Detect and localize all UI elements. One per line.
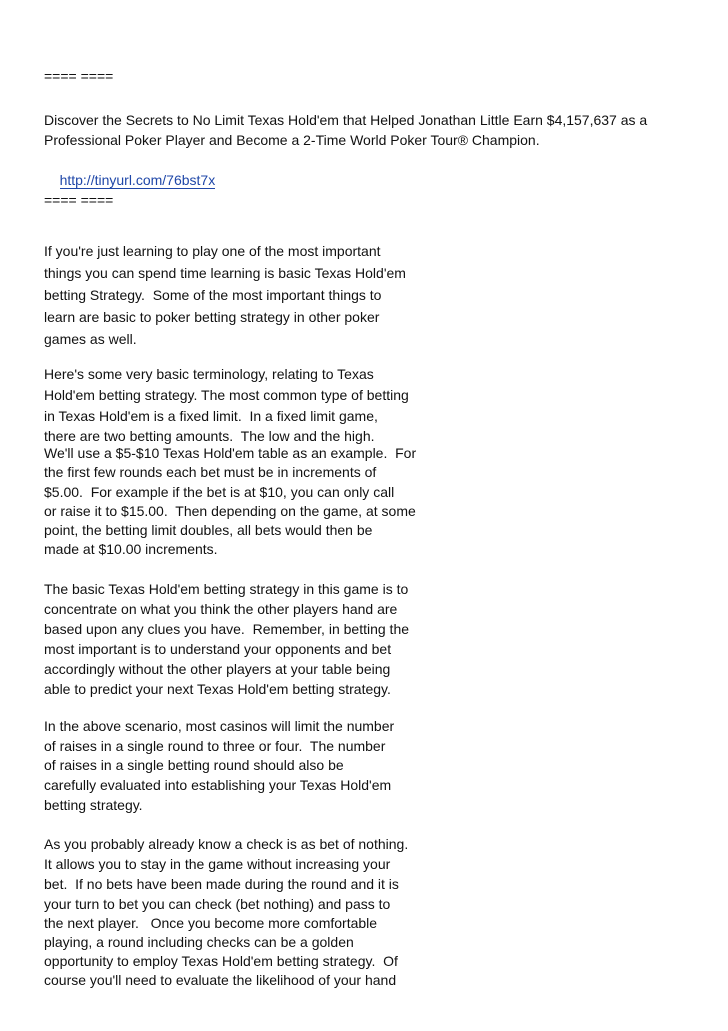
paragraph-5-line: your turn to bet you can check (bet nothing) and pass to bbox=[44, 896, 391, 912]
paragraph-3-line: most important is to understand your opponents and bet bbox=[44, 641, 392, 657]
paragraph-5-line: playing, a round including checks can be a golden bbox=[44, 934, 354, 950]
paragraph-5-line: opportunity to employ Texas Hold'em betting strategy. Of bbox=[44, 953, 398, 969]
paragraph-5-line: It allows you to stay in the game without increasing your bbox=[44, 856, 391, 872]
paragraph-1-line: If you're just learning to play one of the most important bbox=[44, 243, 381, 259]
paragraph-3-line: able to predict your next Texas Hold'em betting strategy. bbox=[44, 681, 391, 697]
paragraph-2-line: $5.00. For example if the bet is at $10, you can only call bbox=[44, 484, 395, 500]
paragraph-1-line: betting Strategy. Some of the most important things to bbox=[44, 287, 382, 303]
paragraph-2-line: Here's some very basic terminology, relating to Texas bbox=[44, 366, 374, 382]
paragraph-2-line: Hold'em betting strategy. The most common type of betting bbox=[44, 387, 409, 403]
separator-bottom: ==== ==== bbox=[44, 192, 114, 208]
paragraph-2-line: or raise it to $15.00. Then depending on the game, at some bbox=[44, 503, 416, 519]
paragraph-4-line: carefully evaluated into establishing your Texas Hold'em bbox=[44, 777, 392, 793]
paragraph-5-line: bet. If no bets have been made during the round and it is bbox=[44, 876, 399, 892]
promo-link[interactable]: http://tinyurl.com/76bst7x bbox=[59, 172, 216, 188]
paragraph-4-line: betting strategy. bbox=[44, 797, 143, 813]
paragraph-4-line: In the above scenario, most casinos will limit the number bbox=[44, 718, 395, 734]
paragraph-2-line: We'll use a $5-$10 Texas Hold'em table as an example. For bbox=[44, 445, 417, 461]
paragraph-2-line: the first few rounds each bet must be in increments of bbox=[44, 464, 377, 480]
paragraph-3-line: accordingly without the other players at your table being bbox=[44, 661, 391, 677]
paragraph-5-line: course you'll need to evaluate the likelihood of your hand bbox=[44, 972, 397, 988]
paragraph-1-line: things you can spend time learning is basic Texas Hold'em bbox=[44, 265, 406, 281]
paragraph-2-line: made at $10.00 increments. bbox=[44, 541, 218, 557]
separator-top: ==== ==== bbox=[44, 68, 114, 84]
paragraph-5-line: As you probably already know a check is as bet of nothing. bbox=[44, 836, 409, 852]
promo-text-line-2: Professional Poker Player and Become a 2-Time World Poker Tour® Champion. bbox=[44, 132, 540, 148]
paragraph-3-line: The basic Texas Hold'em betting strategy in this game is to bbox=[44, 581, 409, 597]
paragraph-3-line: concentrate on what you think the other players hand are bbox=[44, 601, 398, 617]
paragraph-2-line: there are two betting amounts. The low and the high. bbox=[44, 428, 375, 444]
paragraph-1-line: games as well. bbox=[44, 331, 137, 347]
paragraph-4-line: of raises in a single round to three or four. The number bbox=[44, 738, 386, 754]
paragraph-3-line: based upon any clues you have. Remember, in betting the bbox=[44, 621, 410, 637]
paragraph-4-line: of raises in a single betting round should also be bbox=[44, 757, 344, 773]
paragraph-1-line: learn are basic to poker betting strategy in other poker bbox=[44, 309, 380, 325]
paragraph-2-line: point, the betting limit doubles, all bets would then be bbox=[44, 522, 373, 538]
paragraph-5-line: the next player. Once you become more comfortable bbox=[44, 915, 378, 931]
paragraph-2-line: in Texas Hold'em is a fixed limit. In a fixed limit game, bbox=[44, 408, 378, 424]
promo-text-line-1: Discover the Secrets to No Limit Texas Hold'em that Helped Jonathan Little Earn $4,157,637 as a bbox=[44, 112, 648, 128]
